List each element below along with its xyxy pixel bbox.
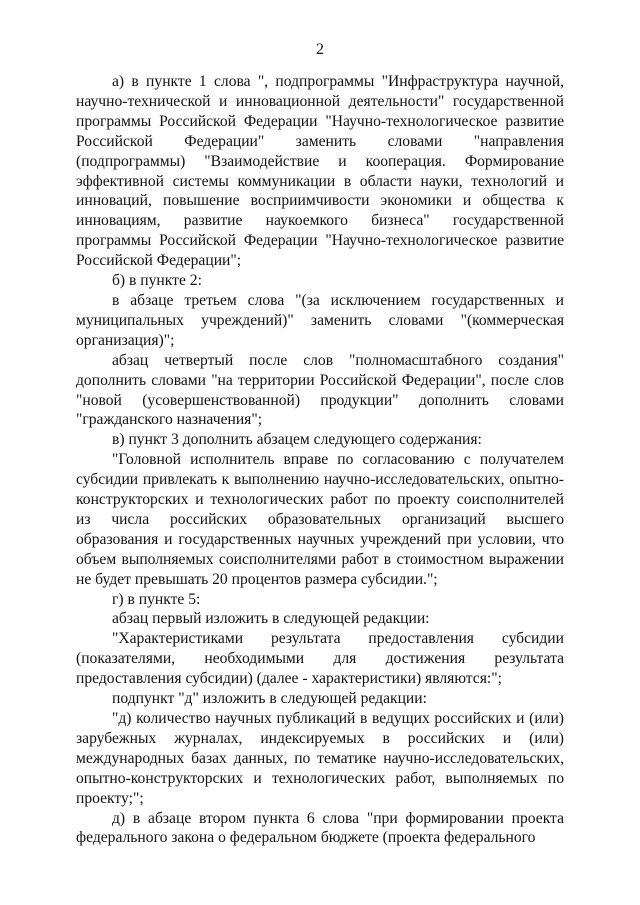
- paragraph-a-item-1: а) в пункте 1 слова ", подпрограммы "Инфраструктура научной, научно-технической и инновационной деятельности" государственной программы Российской Федерации "Научно-технологическое развитие Российской Федерации" заменить словами "направления (подпрограммы) "Взаимодействие и кооперация. Формирование эффективной системы коммуникации в области науки, технологий и инноваций, повышение восприимчивости экономики и общества к инновациям, развитие наукоемкого бизнеса" государственной программы Российской Федерации "Научно-технологическое развитие Российской Федерации";: [76, 73, 564, 270]
- paragraph-c-item-3: в) пункт 3 дополнить абзацем следующего содержания:: [112, 431, 482, 449]
- paragraph-d-quoted-characteristics: "Характеристиками результата предоставления субсидии (показателями, необходимыми для достижения результата предоставления субсидии) (далее - характеристики) являются:";: [76, 630, 564, 688]
- document-body: [76, 72, 564, 848]
- paragraph-c-quoted-text: "Головной исполнитель вправе по согласованию с получателем субсидии привлекать к выполнению научно-исследовательских, опытно-конструкторских и технологических работ по проекту соисполнителей из числа российских образовательных организаций высшего образования и государственных научных учреждений при условии, что объем выполняемых соисполнителями работ в стоимостном выражении не будет превышать 20 процентов размера субсидии.";: [76, 451, 564, 588]
- paragraph-b-third-abzac: в абзаце третьем слова "(за исключением государственных и муниципальных учреждений)" заменить словами "(коммерческая организация)";: [76, 291, 564, 349]
- paragraph-d-first-abzac: абзац первый изложить в следующей редакции:: [112, 610, 430, 628]
- page-number: 2: [316, 41, 324, 58]
- paragraph-d-quoted-publications: "д) количество научных публикаций в ведущих российских и (или) зарубежных журналах, индексируемых в российских и (или) международных базах данных, по тематике научно-исследовательских, опытно-конструкторских и технологических работ, выполняемых по проекту;";: [76, 710, 564, 807]
- paragraph-b-fourth-abzac: абзац четвертый после слов "полномасштабного создания" дополнить словами "на территории Российской Федерации", после слов "новой (усовершенствованной) продукции" дополнить словами "гражданского назначения";: [76, 351, 564, 429]
- paragraph-b-item-2: б) в пункте 2:: [112, 272, 202, 290]
- paragraph-e-item-6: д) в абзаце втором пункта 6 слова "при формировании проекта федерального закона о федеральном бюджете (проекта федерального: [76, 809, 564, 847]
- paragraph-d-item-5: г) в пункте 5:: [112, 590, 201, 608]
- paragraph-d-subitem-d: подпункт "д" изложить в следующей редакции:: [112, 690, 427, 708]
